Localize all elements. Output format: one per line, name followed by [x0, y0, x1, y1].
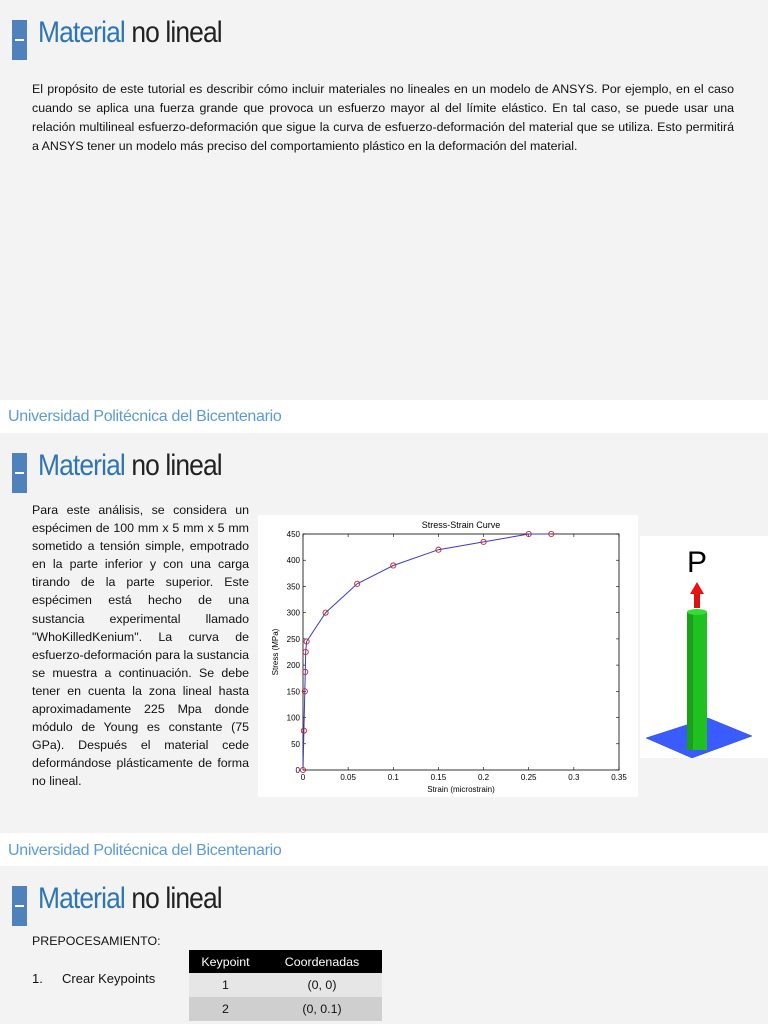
title-accent: Material: [38, 449, 125, 482]
title-rest: no lineal: [131, 882, 222, 915]
slide-2: [0, 433, 768, 833]
load-label: P: [686, 546, 708, 579]
y-tick-label: 450: [286, 530, 300, 539]
x-tick-label: 0.2: [478, 773, 490, 782]
slide-1: [0, 0, 768, 400]
y-tick-label: 150: [286, 687, 300, 697]
slide-title: [38, 449, 222, 483]
keypoints-table: [189, 950, 382, 1021]
title-accent: Material: [38, 882, 125, 915]
table-cell: 2: [189, 997, 262, 1021]
chart-title: Stress-Strain Curve: [421, 520, 501, 530]
y-tick-label: 50: [291, 739, 300, 749]
table-cell: 1: [189, 973, 262, 997]
analysis-paragraph: Para este análisis, se considera un espécimen de 100 mm x 5 mm x 5 mm sometido a tensión simple, empotrado en la parte inferior y con una carga tirando de la parte superior. Este espécimen está hecho de una sustancia experimental llamado "WhoKilledKenium". La curva de esfuerzo-deformación para la sustancia se muestra a continuación. Se debe tener en cuenta la zona lineal hasta aproximadamente 225 Mpa donde módulo de Young es constante (75 GPa). Después el material cede deformándose plásticamente de forma no lineal.: [32, 503, 249, 789]
y-tick-label: 300: [286, 608, 300, 618]
x-axis-label: Strain (microstrain): [427, 785, 495, 794]
table-header: Keypoint: [189, 950, 262, 973]
title-marker: [12, 20, 27, 60]
y-tick-label: 100: [286, 713, 300, 723]
y-tick-label: 400: [286, 556, 300, 566]
specimen-svg: [640, 536, 768, 758]
preprocessing-label: PREPOCESAMIENTO:: [32, 934, 161, 948]
slide-title: [38, 16, 222, 50]
footer-university: Universidad Politécnica del Bicentenario: [8, 842, 282, 859]
x-tick-label: 0.15: [430, 773, 447, 782]
slide-3: [0, 866, 768, 1024]
slide-title: [38, 882, 222, 916]
y-tick-label: 250: [286, 634, 300, 644]
title-marker: [12, 453, 27, 493]
y-tick-label: 350: [286, 582, 300, 592]
x-tick-label: 0.35: [611, 773, 627, 782]
chart-svg: [258, 515, 638, 797]
table-row: [189, 973, 382, 997]
x-tick-label: 0.1: [387, 773, 399, 782]
specimen-figure: [640, 536, 768, 758]
y-axis-label: Stress (MPa): [271, 628, 280, 676]
y-tick-label: 0: [295, 766, 300, 775]
table-cell: (0, 0): [262, 973, 382, 997]
x-tick-label: 0.25: [520, 773, 537, 782]
load-arrow: [694, 594, 700, 608]
step-label: Crear Keypoints: [62, 971, 156, 986]
x-tick-label: 0.3: [568, 773, 580, 782]
stress-strain-chart: [258, 515, 638, 797]
step-item: [32, 971, 155, 986]
x-tick-label: 0.05: [340, 773, 356, 782]
footer-university: Universidad Politécnica del Bicentenario: [8, 408, 282, 425]
step-number: 1.: [32, 971, 43, 986]
title-accent: Material: [38, 16, 125, 49]
title-rest: no lineal: [131, 16, 222, 49]
y-tick-label: 200: [286, 661, 300, 671]
table-row: [189, 997, 382, 1021]
plot-frame: [303, 534, 619, 770]
arrow-head-icon: [690, 582, 704, 594]
table-header: Coordenadas: [262, 950, 382, 973]
table-cell: (0, 0.1): [262, 997, 382, 1021]
title-marker: [12, 886, 27, 926]
title-rest: no lineal: [131, 449, 222, 482]
intro-paragraph: El propósito de este tutorial es describir cómo incluir materiales no lineales en un modelo de ANSYS. Por ejemplo, en el caso cuando se aplica una fuerza grande que provoca un esfuerzo mayor al del límite elástico. En tal caso, se puede usar una relación multilineal esfuerzo-deformación que sigue la curva de esfuerzo-deformación del material que se utiliza. Esto permitirá a ANSYS tener un modelo más preciso del comportamiento plástico en la deformación del material.: [32, 82, 734, 153]
x-tick-label: 0: [300, 773, 306, 782]
